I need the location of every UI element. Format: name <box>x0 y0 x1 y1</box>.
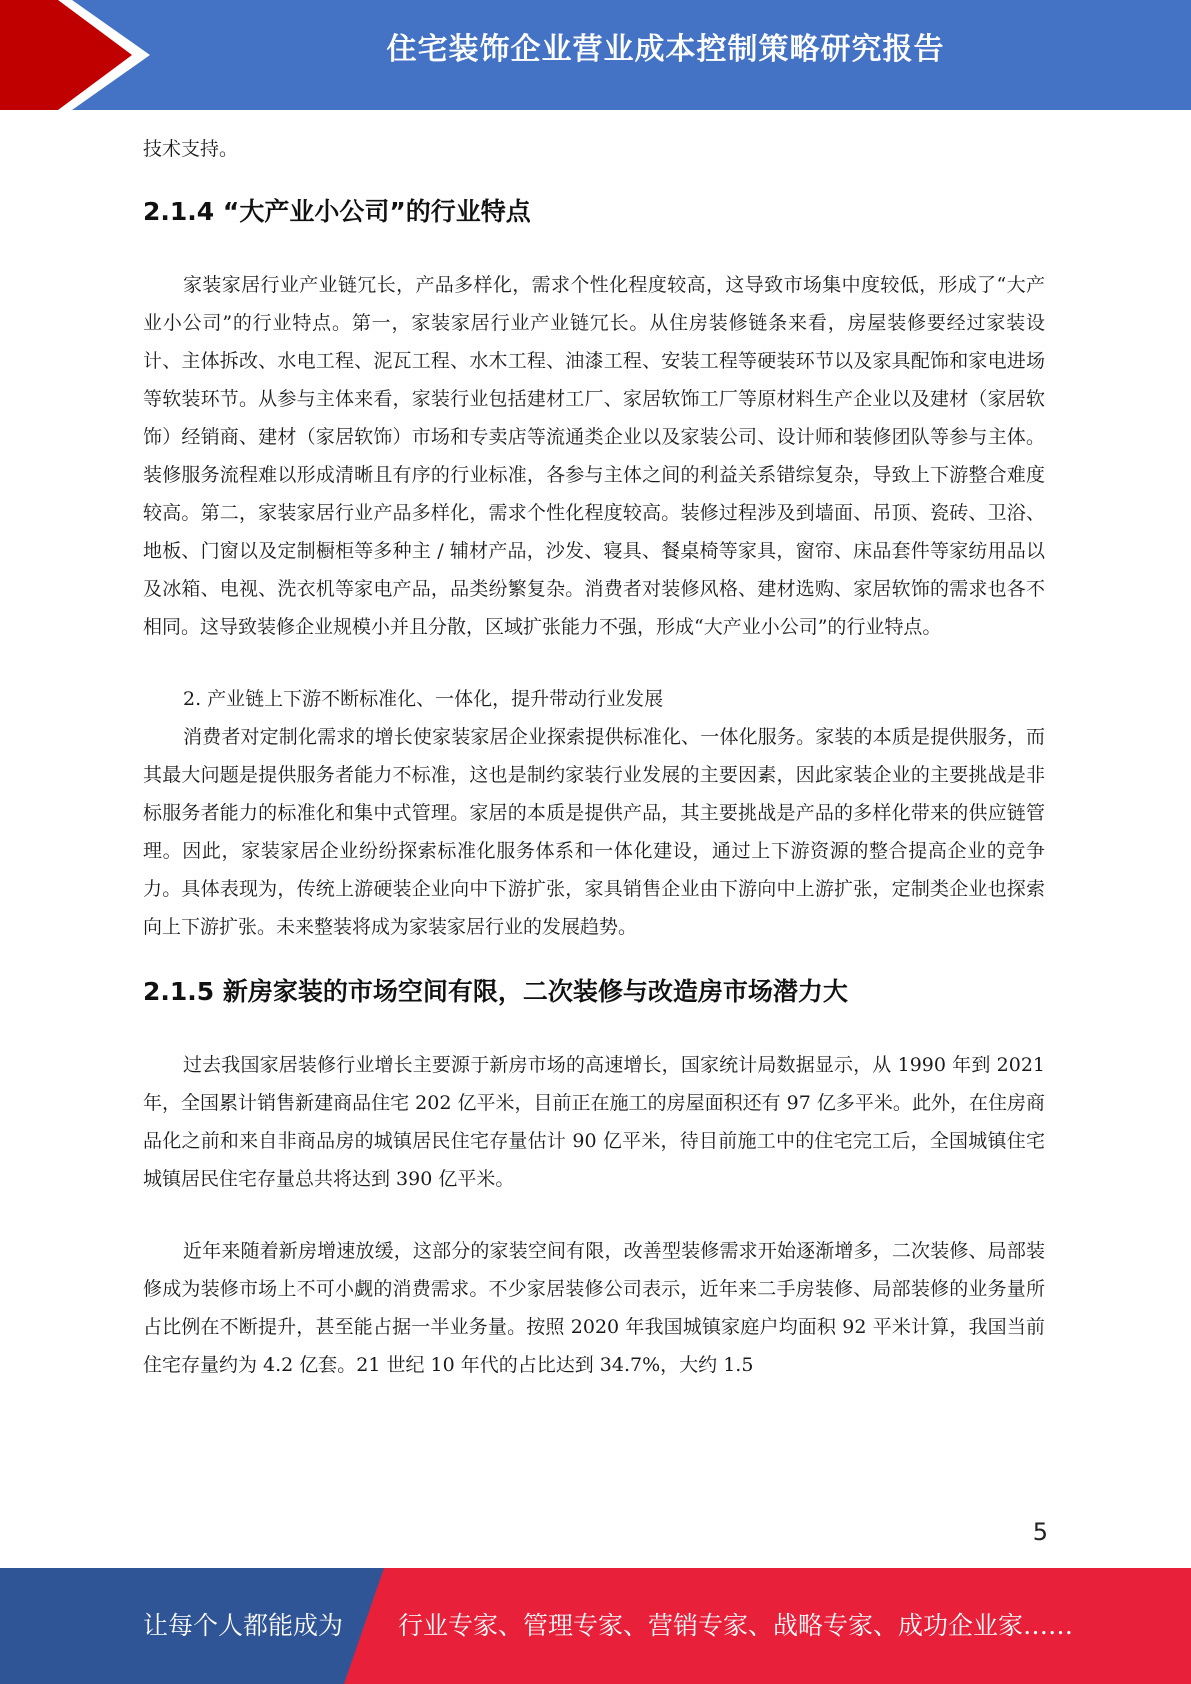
section-heading-2-1-5: 2.1.5 新房家装的市场空间有限，二次装修与改造房市场潜力大 <box>143 977 848 1006</box>
section-2-1-5-paragraph-1: 过去我国家居装修行业增长主要源于新房市场的高速增长，国家统计局数据显示，从 1990 年到 2021 年，全国累计销售新建商品住宅 202 亿平米，目前正在施工的房屋面积还有 97 亿多平米。此外，在住房商品化之前和来自非商品房的城镇居民住宅存量估计 90 亿平米，待目前施工中的住宅完工后，全国城镇住宅城镇居民住宅存量总共将达到 390 亿平米。 <box>143 1054 1045 1190</box>
page-number: 5 <box>1032 1518 1048 1546</box>
section-2-1-4-paragraph: 家装家居行业产业链冗长，产品多样化，需求个性化程度较高，这导致市场集中度较低，形成了“大产业小公司”的行业特点。第一，家装家居行业产业链冗长。从住房装修链条来看，房屋装修要经过家装设计、主体拆改、水电工程、泥瓦工程、水木工程、油漆工程、安装工程等硬装环节以及家具配饰和家电进场等软装环节。从参与主体来看，家装行业包括建材工厂、家居软饰工厂等原材料生产企业以及建材（家居软饰）经销商、建材（家居软饰）市场和专卖店等流通类企业以及家装公司、设计师和装修团队等参与主体。装修服务流程难以形成清晰且有序的行业标准，各参与主体之间的利益关系错综复杂，导致上下游整合难度较高。第二，家装家居行业产品多样化，需求个性化程度较高。装修过程涉及到墙面、吊顶、瓷砖、卫浴、地板、门窗以及定制橱柜等多种主 / 辅材产品，沙发、寝具、餐桌椅等家具，窗帘、床品套件等家纺用品以及冰箱、电视、洗衣机等家电产品，品类纷繁复杂。消费者对装修风格、建材选购、家居软饰的需求也各不相同。这导致装修企业规模小并且分散，区域扩张能力不强，形成“大产业小公司”的行业特点。 <box>143 274 1045 638</box>
document-title: 住宅装饰企业营业成本控制策略研究报告 <box>386 32 945 67</box>
sub-item-paragraph: 消费者对定制化需求的增长使家装家居企业探索提供标准化、一体化服务。家装的本质是提供服务，而其最大问题是提供服务者能力不标准，这也是制约家装行业发展的主要因素，因此家装企业的主要挑战是非标服务者能力的标准化和集中式管理。家居的本质是提供产品，其主要挑战是产品的多样化带来的供应链管理。因此，家装家居企业纷纷探索标准化服务体系和一体化建设，通过上下游资源的整合提高企业的竞争力。具体表现为，传统上游硬装企业向中下游扩张，家具销售企业由下游向中上游扩张，定制类企业也探索向上下游扩张。未来整装将成为家装家居行业的发展趋势。 <box>143 726 1045 938</box>
header-chevron-decoration <box>0 0 160 110</box>
sub-item-title: 2. 产业链上下游不断标准化、一体化，提升带动行业发展 <box>183 688 664 710</box>
page-header <box>0 0 1191 110</box>
page-content <box>143 130 1045 1384</box>
intro-line: 技术支持。 <box>143 138 239 160</box>
footer-slogan-right: 行业专家、管理专家、营销专家、战略专家、成功企业家…… <box>398 1611 1074 1640</box>
page-footer <box>0 1568 1191 1684</box>
section-2-1-5-paragraph-2: 近年来随着新房增速放缓，这部分的家装空间有限，改善型装修需求开始逐渐增多，二次装修、局部装修成为装修市场上不可小觑的消费需求。不少家居装修公司表示，近年来二手房装修、局部装修的业务量所占比例在不断提升，甚至能占据一半业务量。按照 2020 年我国城镇家庭户均面积 92 平米计算，我国当前住宅存量约为 4.2 亿套。21 世纪 10 年代的占比达到 34.7%，大约 1.5 <box>143 1240 1045 1376</box>
section-heading-2-1-4: 2.1.4 “大产业小公司”的行业特点 <box>143 197 531 226</box>
footer-slogan-left: 让每个人都能成为 <box>143 1611 344 1640</box>
